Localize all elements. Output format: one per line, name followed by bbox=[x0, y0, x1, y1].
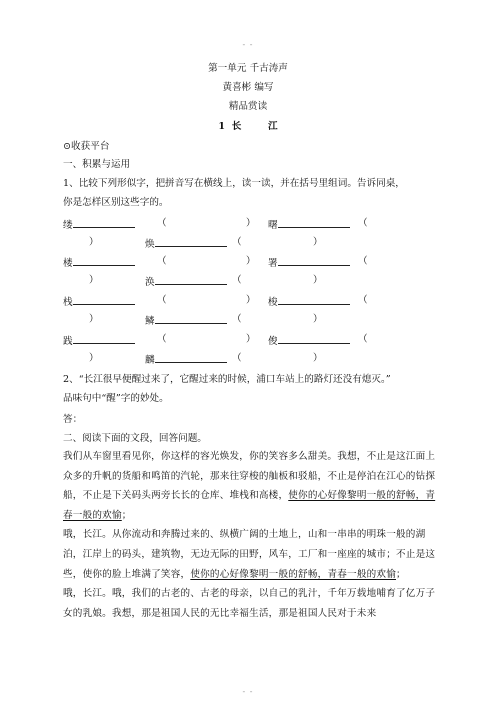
char-item bbox=[63, 217, 135, 232]
char: 麟 bbox=[145, 355, 155, 366]
paren-close: ） bbox=[89, 237, 99, 248]
part1-heading: 一、积累与运用 bbox=[63, 159, 131, 170]
paren-open: （ bbox=[157, 295, 167, 306]
author-line: 黄喜彬 编写 bbox=[222, 82, 274, 93]
char-item bbox=[145, 313, 227, 328]
char-item bbox=[145, 236, 227, 251]
paren-close: ） bbox=[89, 314, 99, 325]
paren-close: ） bbox=[246, 218, 256, 229]
char: 曙 bbox=[268, 220, 278, 231]
pinyin-blank[interactable] bbox=[278, 294, 350, 305]
paren-close: ） bbox=[89, 353, 99, 364]
passage-paragraph: 哦，长江。从你流动和奔腾过来的、纵横广阔的土地上，山和一串串的明珠一般的湖泊，江岸上的码头，建筑物，无边无际的田野，风车，工厂和一座座的城市；不止是这些，使你的脸上堆满了笑容，使你的心好像黎明一般的舒畅，青春一般的欢愉； bbox=[63, 529, 436, 580]
part2-heading: 二、阅读下面的文段，回答问题。 bbox=[63, 433, 207, 444]
paren-open: （ bbox=[232, 353, 242, 364]
paren-close: ） bbox=[313, 237, 323, 248]
paren-open: （ bbox=[358, 334, 368, 345]
q2-text-line2: 品味句中“醒”字的妙处。 bbox=[63, 393, 169, 404]
underlined-sentence: 使你的心好像黎明一般的舒畅，青春一般的欢愉 bbox=[190, 568, 396, 580]
paren-close: ） bbox=[313, 314, 323, 325]
paren-open: （ bbox=[157, 218, 167, 229]
passage-paragraph bbox=[63, 584, 437, 623]
paren-close: ） bbox=[246, 295, 256, 306]
paren-close: ） bbox=[246, 334, 256, 345]
char-item bbox=[63, 294, 135, 309]
char: 焕 bbox=[145, 239, 155, 250]
paren-close: ） bbox=[89, 275, 99, 286]
paren-open: （ bbox=[157, 256, 167, 267]
char: 楼 bbox=[63, 258, 73, 269]
footer-marker: - - bbox=[242, 687, 254, 696]
char: 涣 bbox=[145, 277, 155, 288]
paren-close: ） bbox=[246, 256, 256, 267]
section-name: 精品赏读 bbox=[228, 101, 268, 112]
char: 梭 bbox=[268, 297, 278, 308]
pinyin-blank[interactable] bbox=[73, 294, 135, 305]
q1-text-line1: 1、比较下列形似字，把拼音写在横线上，读一读，并在括号里组词。告诉同桌， bbox=[63, 178, 405, 189]
paragraph-text: 哦，长江。哦，我们的古老的、古老的母亲，以自己的乳汁，千年万载地哺育了亿万子女的乳娘。我想，那是祖国人民的无比幸福生活，那是祖国人民对于未来 bbox=[63, 588, 436, 619]
paren-close: ） bbox=[313, 275, 323, 286]
unit-title: 第一单元 千古涛声 bbox=[208, 63, 288, 74]
char: 俊 bbox=[268, 336, 278, 347]
answer-label: 答： bbox=[63, 414, 83, 425]
char: 栈 bbox=[63, 297, 73, 308]
char-item bbox=[145, 352, 227, 367]
pinyin-blank[interactable] bbox=[73, 255, 135, 266]
pinyin-blank[interactable] bbox=[155, 313, 227, 324]
pinyin-blank[interactable] bbox=[155, 236, 227, 247]
paren-open: （ bbox=[232, 237, 242, 248]
pinyin-blank[interactable] bbox=[278, 217, 350, 228]
char: 践 bbox=[63, 336, 73, 347]
header-marker: - - bbox=[242, 40, 254, 49]
pinyin-blank[interactable] bbox=[155, 274, 227, 285]
pinyin-blank[interactable] bbox=[155, 352, 227, 363]
paren-open: （ bbox=[358, 218, 368, 229]
char-item bbox=[268, 255, 350, 270]
q1-text-line2: 你是怎样区别这些字的。 bbox=[63, 197, 169, 208]
underlined-sentence: 使你的心好像黎明一般的舒畅，青春一般的欢愉 bbox=[63, 490, 436, 521]
char: 鳞 bbox=[145, 316, 155, 327]
pinyin-blank[interactable] bbox=[73, 333, 135, 344]
char-item bbox=[268, 217, 350, 232]
paren-open: （ bbox=[358, 256, 368, 267]
paren-open: （ bbox=[358, 295, 368, 306]
paren-close: ） bbox=[313, 353, 323, 364]
q2-text-line1: 2、“长江很早便醒过来了，它醒过来的时候，浦口车站上的路灯还没有熄灭。” bbox=[63, 374, 391, 385]
passage-paragraph: 我们从车窗里看见你，你这样的容光焕发，你的笑容多么甜美。我想，不止是这江面上众多的升帆的货船和鸣笛的汽轮，那来往穿梭的舢板和驳船，不止是停泊在江心的钻探船，不止是下关码头两旁长长的仓库、堆栈和高楼，使你的心好像黎明一般的舒畅，青春一般的欢愉； bbox=[63, 451, 436, 521]
char-item bbox=[63, 333, 135, 348]
lesson-title: 1 长 江 bbox=[218, 121, 278, 132]
paren-open: （ bbox=[232, 314, 242, 325]
pinyin-blank[interactable] bbox=[278, 255, 350, 266]
char-item bbox=[268, 294, 350, 309]
pinyin-blank[interactable] bbox=[278, 333, 350, 344]
paragraph-text: 哦，长江。从你流动和奔腾过来的、纵横广阔的土地上，山和一串串的明珠一般的湖泊，江岸上的码头，建筑物，无边无际的田野，风车，工厂和一座座的城市；不止是这些，使你的脸上堆满了笑容， bbox=[63, 529, 436, 580]
pinyin-blank[interactable] bbox=[73, 217, 135, 228]
char-item bbox=[268, 333, 350, 348]
paragraph-text: 我们从车窗里看见你，你这样的容光焕发，你的笑容多么甜美。我想，不止是这江面上众多的升帆的货船和鸣笛的汽轮，那来往穿梭的舢板和驳船，不止是停泊在江心的钻探船，不止是下关码头两旁长长的仓库、堆栈和高楼， bbox=[63, 451, 436, 502]
char-item bbox=[63, 255, 135, 270]
char: 署 bbox=[268, 258, 278, 269]
reading-passage bbox=[63, 447, 437, 623]
char-item bbox=[145, 274, 227, 289]
paren-open: （ bbox=[232, 275, 242, 286]
char: 缕 bbox=[63, 220, 73, 231]
paren-open: （ bbox=[157, 334, 167, 345]
harvest-heading: ⊙收获平台 bbox=[63, 141, 110, 152]
